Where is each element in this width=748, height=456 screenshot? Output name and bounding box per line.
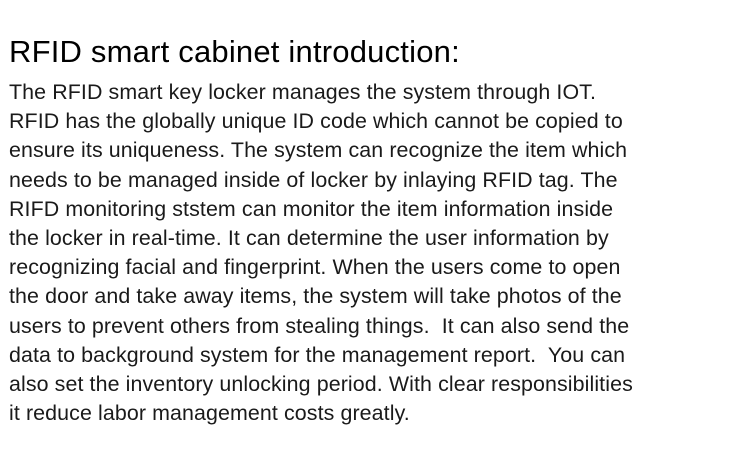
- text-line: the locker in real-time. It can determine the user information by: [9, 226, 609, 251]
- text-line: also set the inventory unlocking period. With clear responsibilities: [9, 372, 633, 397]
- text-line: data to background system for the management report. You can: [9, 342, 626, 367]
- text-line: ensure its uniqueness. The system can recognize the item which: [9, 138, 628, 163]
- text-line: The RFID smart key locker manages the system through IOT.: [9, 80, 597, 104]
- page-title: RFID smart cabinet introduction:: [9, 34, 460, 69]
- text-line: needs to be managed inside of locker by inlaying RFID tag. The: [9, 167, 618, 192]
- text-line: recognizing facial and fingerprint. When the users come to open: [9, 255, 621, 280]
- text-line: RIFD monitoring ststem can monitor the item information inside: [9, 196, 614, 221]
- document: [9, 30, 745, 428]
- text-line: it reduce labor management costs greatly.: [9, 401, 410, 426]
- body-paragraph: [9, 78, 745, 428]
- text-line: users to prevent others from stealing things. It can also send the: [9, 313, 630, 338]
- text-line: RFID has the globally unique ID code which cannot be copied to: [9, 109, 623, 134]
- text-line: the door and take away items, the system will take photos of the: [9, 284, 622, 309]
